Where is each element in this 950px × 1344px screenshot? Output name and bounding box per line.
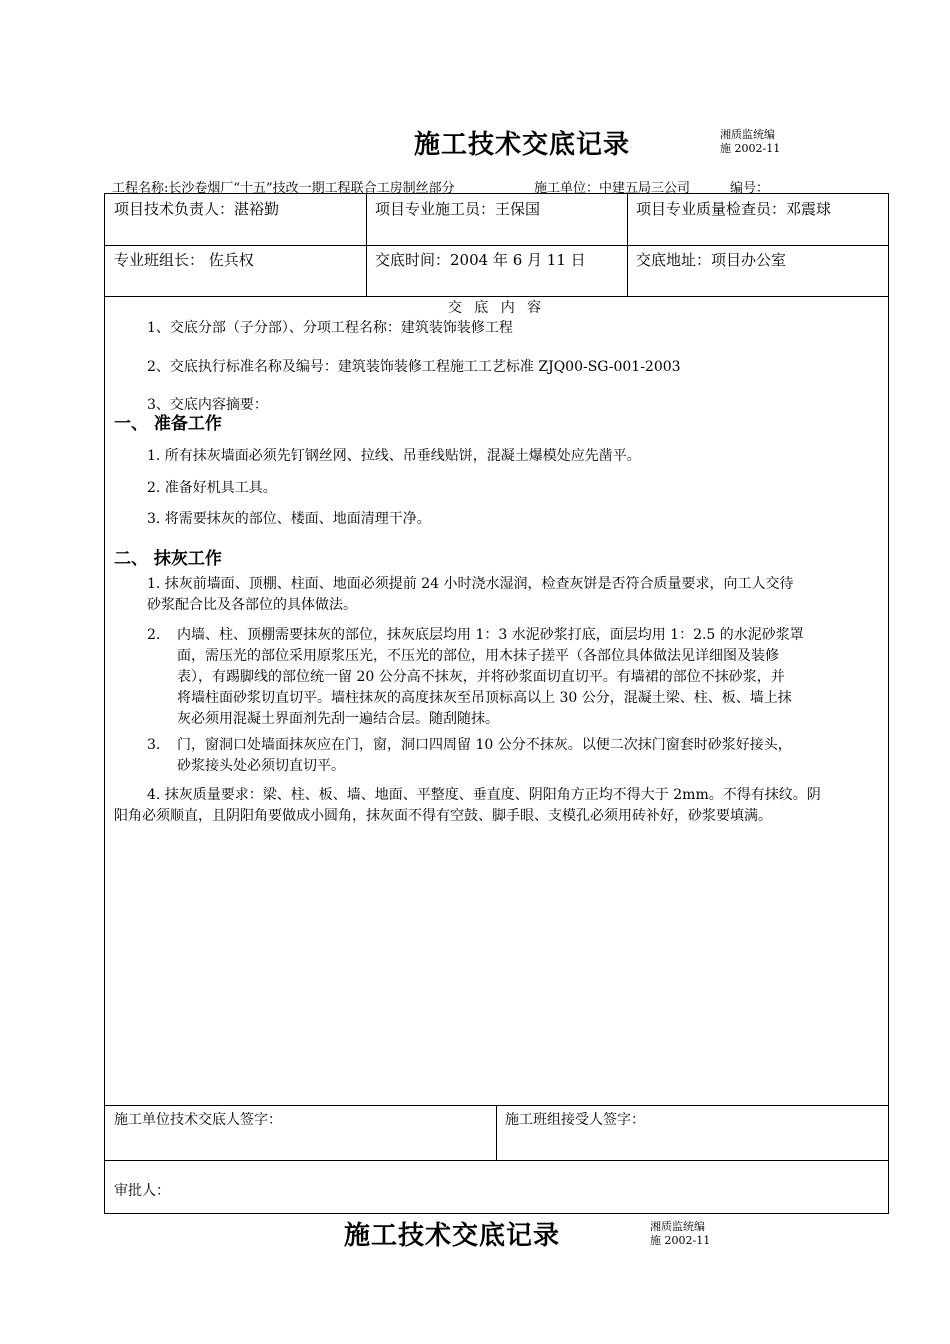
row-divider — [105, 245, 888, 246]
plaster-item-3-line1: 门，窗洞口处墙面抹灰应在门，窗，洞口四周留 10 公分不抹灰。以便二次抹门窗套时砂浆好接头， — [177, 737, 792, 753]
section-heading-plastering: 二、 抹灰工作 — [114, 549, 222, 569]
footer-code-line1: 湘质监统编 — [650, 1220, 705, 1233]
prep-item-2: 2. 准备好机具工具。 — [147, 480, 277, 496]
page-title: 施工技术交底记录 — [414, 130, 631, 160]
row-divider — [105, 296, 888, 297]
content-item-2: 2、交底执行标准名称及编号：建筑装饰装修工程施工工艺标准 ZJQ00-SG-001-2003 — [147, 359, 681, 375]
footer-title: 施工技术交底记录 — [344, 1221, 561, 1251]
construction-staff-cell: 项目专业施工员：王保国 — [375, 200, 541, 218]
form-code-line1: 湘质监统编 — [720, 128, 775, 141]
tech-lead-cell: 项目技术负责人：湛裕勤 — [114, 200, 280, 218]
plaster-item-1-line1: 1. 抹灰前墙面、顶棚、柱面、地面必须提前 24 小时浇水湿润，检查灰饼是否符合质量要求，向工人交待 — [147, 576, 794, 592]
plaster-item-2-number: 2. — [147, 627, 161, 643]
content-section-title: 交 底 内 容 — [447, 300, 546, 316]
plaster-item-3-line2: 砂浆接头处必须切直切平。 — [177, 758, 345, 774]
handover-location-cell: 交底地址：项目办公室 — [636, 251, 787, 269]
form-code-line2: 施 2002-11 — [720, 142, 781, 155]
row-divider — [105, 1160, 888, 1161]
column-divider — [366, 194, 367, 296]
footer-code-line2: 施 2002-11 — [650, 1234, 711, 1247]
plaster-item-4-line1: 4. 抹灰质量要求：梁、柱、板、墙、地面、平整度、垂直度、阴阳角方正均不得大于 2mm。不得有抹纹。阴 — [147, 787, 821, 803]
plaster-item-4-line2: 阳角必须顺直，且阴阳角要做成小圆角，抹灰面不得有空鼓、脚手眼、支模孔必须用砖补好，砂浆要填满。 — [114, 808, 772, 824]
plaster-item-3-number: 3. — [147, 737, 161, 753]
plaster-item-2-line3: 表），有踢脚线的部位统一留 20 公分高不抹灰，并将砂浆面切直切平。有墙裙的部位不抹砂浆，并 — [177, 669, 785, 685]
content-item-1: 1、交底分部（子分部）、分项工程名称：建筑装饰装修工程 — [147, 320, 513, 336]
content-item-3: 3、交底内容摘要： — [147, 397, 268, 413]
plaster-item-2-line2: 面，需压光的部位采用原浆压光，不压光的部位，用木抹子搓平（各部位具体做法见详细图及装修 — [177, 648, 779, 664]
tech-signer-field: 施工单位技术交底人签字： — [114, 1112, 282, 1128]
plaster-item-1-line2: 砂浆配合比及各部位的具体做法。 — [147, 597, 357, 613]
record-table — [104, 193, 889, 1214]
project-name: 工程名称:长沙卷烟厂“十五”技改一期工程联合工房制丝部分 — [112, 181, 455, 196]
approver-field: 审批人： — [114, 1183, 170, 1199]
plaster-item-2-line5: 灰必须用混凝土界面剂先刮一遍结合层。随刮随抹。 — [177, 711, 499, 727]
quality-inspector-cell: 项目专业质量检查员：邓震球 — [636, 200, 832, 218]
prep-item-1: 1. 所有抹灰墙面必须先钉钢丝网、拉线、吊垂线贴饼，混凝土爆模处应先凿平。 — [147, 448, 641, 464]
team-receiver-field: 施工班组接受人签字： — [505, 1112, 645, 1128]
form-code — [720, 128, 780, 156]
record-number: 编号： — [730, 181, 770, 196]
column-divider — [627, 194, 628, 296]
footer-form-code — [650, 1220, 710, 1248]
handover-time-cell: 交底时间：2004 年 6 月 11 日 — [375, 251, 586, 269]
plaster-item-2-line1: 内墙、柱、顶棚需要抹灰的部位，抹灰底层均用 1：3 水泥砂浆打底，面层均用 1：2.5 的水泥砂浆罩 — [177, 627, 804, 643]
column-divider — [496, 1105, 497, 1160]
team-leader-cell: 专业班组长： 佐兵权 — [114, 251, 254, 269]
prep-item-3: 3. 将需要抹灰的部位、楼面、地面清理干净。 — [147, 511, 431, 527]
plaster-item-2-line4: 将墙柱面砂浆切直切平。墙柱抹灰的高度抹灰至吊顶标高以上 30 公分，混凝土梁、柱、板、墙上抹 — [177, 690, 792, 706]
construction-unit: 施工单位：中建五局三公司 — [534, 181, 691, 196]
section-heading-preparation: 一、 准备工作 — [114, 414, 222, 434]
